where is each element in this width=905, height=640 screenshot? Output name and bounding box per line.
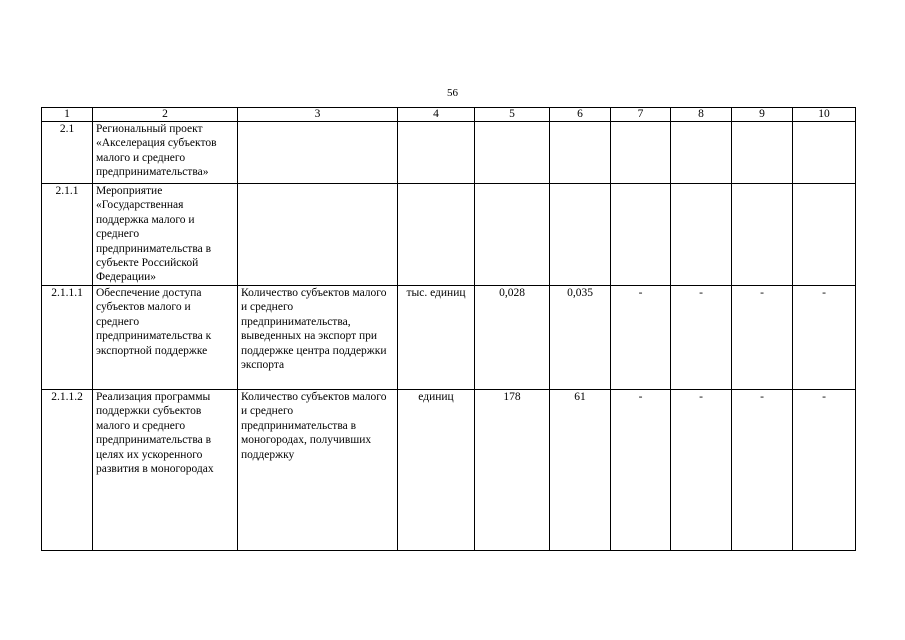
row-value-5: 178 [475, 390, 550, 551]
table-row [42, 122, 856, 184]
row-value-9 [732, 184, 793, 286]
header-cell-4: 4 [398, 108, 475, 122]
row-unit: тыс. единиц [398, 286, 475, 390]
row-value-10: - [793, 390, 856, 551]
row-indicator [238, 122, 398, 184]
row-value-8: - [671, 286, 732, 390]
header-cell-7: 7 [611, 108, 671, 122]
row-indicator: Количество субъектов малого и среднего предпринимательства, выведенных на экспорт при поддержке центра поддержки экспорта [238, 286, 398, 390]
header-cell-1: 1 [42, 108, 93, 122]
table-row [42, 286, 856, 390]
table-row [42, 390, 856, 551]
row-value-9: - [732, 390, 793, 551]
row-name: Мероприятие «Государственная поддержка малого и среднего предпринимательства в субъекте Российской Федерации» [93, 184, 238, 286]
row-value-7: - [611, 286, 671, 390]
row-value-7: - [611, 390, 671, 551]
row-number: 2.1.1 [42, 184, 93, 286]
row-value-9: - [732, 286, 793, 390]
row-unit [398, 122, 475, 184]
row-number: 2.1.1.2 [42, 390, 93, 551]
row-name: Обеспечение доступа субъектов малого и среднего предпринимательства к экспортной поддержке [93, 286, 238, 390]
row-value-8 [671, 122, 732, 184]
row-number: 2.1 [42, 122, 93, 184]
row-value-7 [611, 122, 671, 184]
table-header-row [42, 108, 856, 122]
row-unit [398, 184, 475, 286]
row-value-5 [475, 184, 550, 286]
page-number: 56 [447, 87, 458, 99]
header-cell-6: 6 [550, 108, 611, 122]
header-cell-9: 9 [732, 108, 793, 122]
indicators-table [41, 107, 856, 551]
row-value-10 [793, 184, 856, 286]
header-cell-2: 2 [93, 108, 238, 122]
header-cell-8: 8 [671, 108, 732, 122]
row-value-5 [475, 122, 550, 184]
row-value-10 [793, 122, 856, 184]
row-indicator [238, 184, 398, 286]
row-unit: единиц [398, 390, 475, 551]
header-cell-3: 3 [238, 108, 398, 122]
row-value-10: - [793, 286, 856, 390]
row-value-7 [611, 184, 671, 286]
header-cell-5: 5 [475, 108, 550, 122]
row-value-6: 61 [550, 390, 611, 551]
row-value-6 [550, 122, 611, 184]
row-name: Региональный проект «Акселерация субъектов малого и среднего предпринимательства» [93, 122, 238, 184]
row-value-8 [671, 184, 732, 286]
row-value-5: 0,028 [475, 286, 550, 390]
row-value-8: - [671, 390, 732, 551]
table-row [42, 184, 856, 286]
row-number: 2.1.1.1 [42, 286, 93, 390]
row-value-6: 0,035 [550, 286, 611, 390]
row-value-6 [550, 184, 611, 286]
row-value-9 [732, 122, 793, 184]
row-indicator: Количество субъектов малого и среднего предпринимательства в моногородах, получивших поддержку [238, 390, 398, 551]
row-name: Реализация программы поддержки субъектов малого и среднего предпринимательства в целях их ускоренного развития в моногородах [93, 390, 238, 551]
header-cell-10: 10 [793, 108, 856, 122]
